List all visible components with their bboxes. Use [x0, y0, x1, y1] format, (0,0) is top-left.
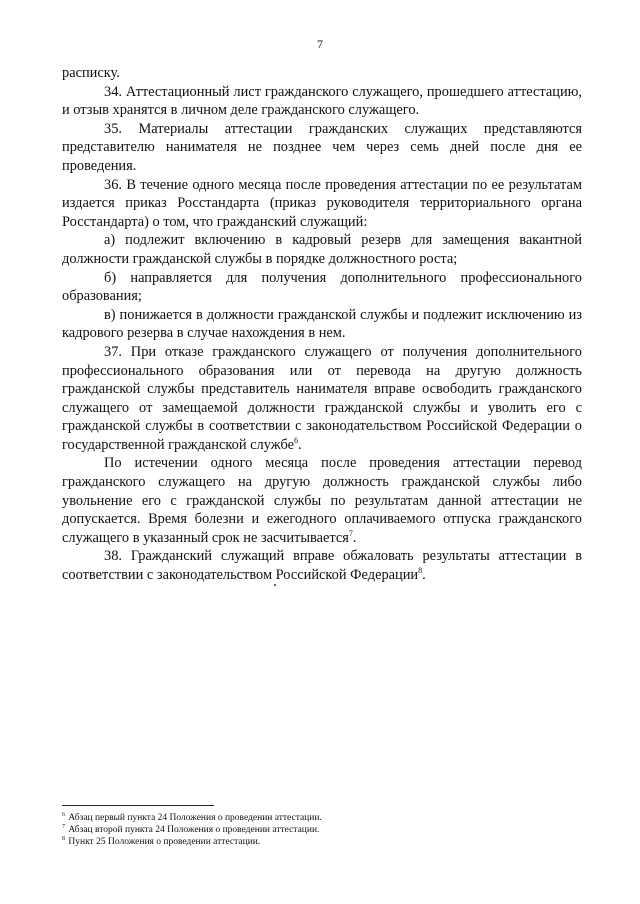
paragraph-text: б) направляется для получения дополнительного профессионального образования;	[62, 269, 582, 305]
footnote-item	[62, 824, 582, 836]
paragraph-text: 35. Материалы аттестации гражданских служащих представляются представителю нанимателя не позднее чем через семь дней после дня ее проведения.	[62, 120, 582, 174]
paragraph-item-35	[62, 120, 582, 176]
paragraph-item-38	[62, 547, 582, 584]
paragraph-text: По истечении одного месяца после проведения аттестации перевод гражданского служащего на другую должность гражданской службы либо увольнение его с гражданской службы по результатам данной аттестации не допускается. Время болезни и ежегодного оплачиваемого отпуска гражданского служащего в указанный срок не засчитывается	[62, 455, 582, 546]
paragraph-item-36	[62, 176, 582, 232]
footnote-reference: 8	[418, 566, 423, 576]
paragraph-continuation	[62, 64, 582, 83]
paragraph-item-34	[62, 83, 582, 120]
main-text	[62, 64, 582, 585]
paragraph-text: 37. При отказе гражданского служащего от получения дополнительного профессионального образования или от перевода на другую должность гражданской службы представитель нанимателя вправе освободить гражданского служащего от замещаемой должности гражданской службы и уволить его с гражданской службы в соответствии с законодательством Российской Федерации о государственной гражданской службе	[62, 343, 582, 453]
footnote-divider	[62, 805, 214, 806]
page-number: 7	[317, 37, 323, 51]
footnote-reference: 7	[348, 529, 353, 539]
footnote-mark: 7	[62, 823, 65, 830]
footnote-text: Абзац первый пункта 24 Положения о проведении аттестации.	[68, 813, 322, 823]
paragraph-text: 36. В течение одного месяца после проведения аттестации по ее результатам издается приказ Росстандарта (приказ руководителя территориального органа Росстандарта) о том, что гражданский служащий:	[62, 176, 582, 230]
paragraph-tail: .	[422, 567, 426, 584]
footnote-mark: 8	[62, 835, 65, 842]
stray-dot-mark	[274, 584, 276, 586]
paragraph-tail: .	[352, 529, 357, 546]
footnote-text: Пункт 25 Положения о проведении аттестации.	[68, 837, 261, 847]
paragraph-text: в) понижается в должности гражданской службы и подлежит исключению из кадрового резерва в случае нахождения в нем.	[62, 306, 582, 342]
paragraph-tail: .	[297, 436, 302, 453]
paragraph-text: 38. Гражданский служащий вправе обжаловать результаты аттестации в соответствии с законодательством Российской Федерации	[62, 548, 582, 584]
paragraph-item-37	[62, 343, 582, 455]
paragraph-subitem-v	[62, 306, 582, 343]
paragraph-text: 34. Аттестационный лист гражданского служащего, прошедшего аттестацию, и отзыв хранятся в личном деле гражданского служащего.	[62, 83, 582, 119]
paragraph-subitem-b	[62, 269, 582, 306]
footnote-mark: 6	[62, 811, 65, 818]
paragraph-item-37-second	[62, 454, 582, 547]
footnote-reference: 6	[293, 436, 298, 446]
footnotes-block	[62, 812, 582, 848]
paragraph-text: а) подлежит включению в кадровый резерв для замещения вакантной должности гражданской службы в порядке должностного роста;	[62, 232, 582, 267]
footnote-item	[62, 836, 582, 848]
footnote-item	[62, 812, 582, 824]
paragraph-text: расписку.	[62, 65, 120, 81]
footnote-text: Абзац второй пункта 24 Положения о проведении аттестации.	[68, 825, 320, 835]
paragraph-subitem-a	[62, 231, 582, 268]
